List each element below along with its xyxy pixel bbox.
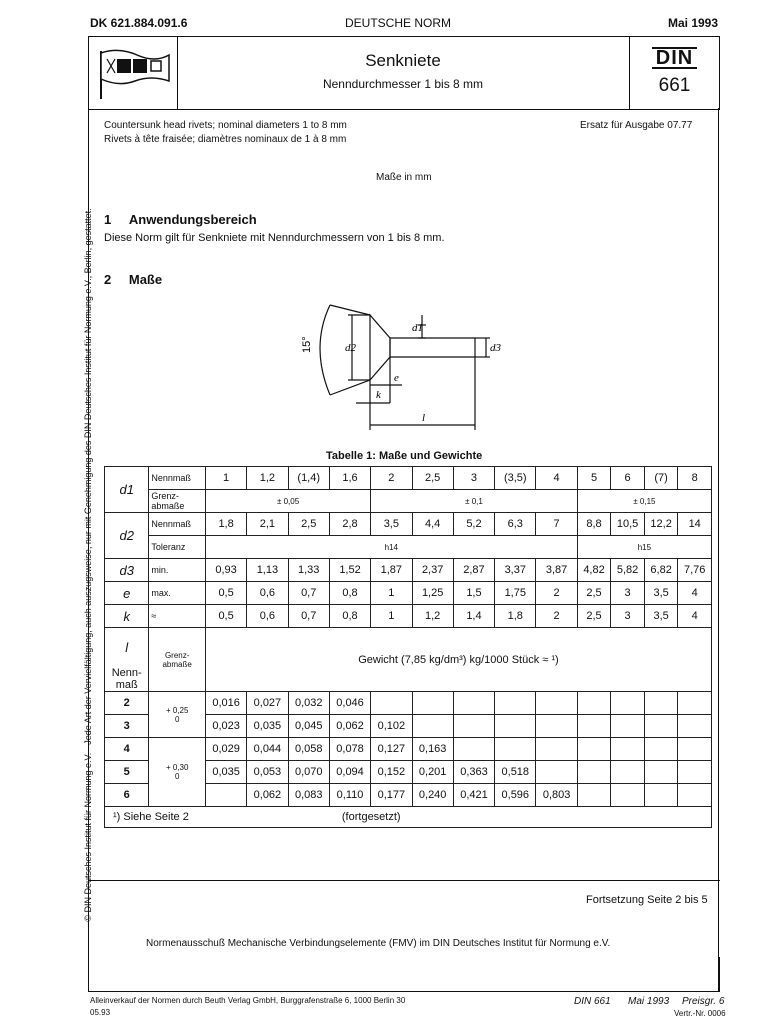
weight-cell: 0,016 [205, 692, 246, 715]
weight-cell [495, 692, 536, 715]
footer-publisher: Alleinverkauf der Normen durch Beuth Verlag GmbH, Burggrafenstraße 6, 1000 Berlin 30 [90, 996, 406, 1005]
issue-date: Mai 1993 [668, 16, 719, 30]
dimensions-table [104, 466, 712, 828]
weight-cell: 0,127 [371, 738, 412, 761]
din-logo [89, 37, 178, 109]
e-cell: 0,8 [329, 582, 370, 605]
weight-cell: 0,163 [412, 738, 453, 761]
weight-cell: 0,062 [329, 715, 370, 738]
footer-price: Preisgr. 6 [682, 996, 725, 1007]
weight-cell [678, 761, 712, 784]
weight-header: Gewicht (7,85 kg/dm³) kg/1000 Stück ≈ ¹) [205, 628, 711, 692]
weight-l-cell: 6 [105, 784, 149, 807]
k-cell: 3,5 [644, 605, 678, 628]
weight-cell: 0,032 [288, 692, 329, 715]
weight-cell [678, 692, 712, 715]
weight-cell [678, 784, 712, 807]
weight-cell [453, 692, 494, 715]
rivet-drawing [290, 285, 520, 440]
title-cell [177, 37, 630, 109]
k-cell: 0,5 [205, 605, 246, 628]
d1-label: d1 [412, 322, 423, 334]
standard-type: DEUTSCHE NORM [345, 16, 452, 30]
weight-cell [205, 784, 246, 807]
weight-cell [412, 715, 453, 738]
e-cell: 3,5 [644, 582, 678, 605]
d1-cell: 2 [371, 467, 412, 490]
weight-cell [371, 692, 412, 715]
d1-tol-cell: ± 0,1 [371, 490, 578, 513]
angle-label: 15° [301, 336, 313, 353]
d3-cell: 1,13 [247, 559, 288, 582]
d3-cell: 6,82 [644, 559, 678, 582]
section2-number: 2 [104, 272, 112, 287]
weight-cell [536, 692, 577, 715]
d2-tol-cell: h14 [205, 536, 577, 559]
e-cell: 1,5 [453, 582, 494, 605]
weight-cell: 0,058 [288, 738, 329, 761]
d2-tol-cell: h15 [577, 536, 711, 559]
footer-date: Mai 1993 [628, 996, 670, 1007]
e-label: e [394, 372, 399, 384]
e-cell: 1,75 [495, 582, 536, 605]
k-symbol: k [105, 605, 149, 628]
k-cell: 1,8 [495, 605, 536, 628]
weight-cell: 0,083 [288, 784, 329, 807]
weight-cell [412, 692, 453, 715]
footer-vertr: Vertr.-Nr. 0006 [674, 1009, 726, 1018]
d1-cell: 4 [536, 467, 577, 490]
d3-cell: 0,93 [205, 559, 246, 582]
weight-cell [577, 715, 611, 738]
d3-cell: 3,87 [536, 559, 577, 582]
weight-cell: 0,046 [329, 692, 370, 715]
d2-cell: 2,1 [247, 513, 288, 536]
weight-cell [611, 692, 645, 715]
weight-cell [644, 738, 678, 761]
k-cell: 2,5 [577, 605, 611, 628]
d3-cell: 1,52 [329, 559, 370, 582]
d3-cell: 1,33 [288, 559, 329, 582]
d2-label: d2 [345, 342, 356, 354]
e-cell: 2,5 [577, 582, 611, 605]
d2-cell: 6,3 [495, 513, 536, 536]
d3-min-label: min. [149, 559, 206, 582]
d2-cell: 2,8 [329, 513, 370, 536]
dk-code: DK 621.884.091.6 [90, 16, 188, 30]
weight-cell: 0,177 [371, 784, 412, 807]
k-cell: 1,2 [412, 605, 453, 628]
k-approx-label: ≈ [149, 605, 206, 628]
weight-cell: 0,029 [205, 738, 246, 761]
weight-cell [577, 784, 611, 807]
weight-cell [577, 761, 611, 784]
weight-cell: 0,363 [453, 761, 494, 784]
l-col-symbol: l [125, 640, 129, 655]
d1-cell: (7) [644, 467, 678, 490]
e-cell: 2 [536, 582, 577, 605]
weight-cell: 0,102 [371, 715, 412, 738]
weight-cell [678, 738, 712, 761]
din-number: 661 [658, 75, 691, 96]
section2-title: Maße [128, 272, 163, 287]
d2-cell: 10,5 [611, 513, 645, 536]
k-cell: 1,4 [453, 605, 494, 628]
weight-cell: 0,070 [288, 761, 329, 784]
weight-l-cell: 2 [105, 692, 149, 715]
weight-cell [678, 715, 712, 738]
d2-cell: 4,4 [412, 513, 453, 536]
weight-cell [611, 761, 645, 784]
e-cell: 3 [611, 582, 645, 605]
doc-subtitle: Nenndurchmesser 1 bis 8 mm [322, 77, 484, 91]
d2-cell: 14 [678, 513, 712, 536]
e-cell: 0,5 [205, 582, 246, 605]
e-cell: 0,6 [247, 582, 288, 605]
d1-grenz-label: Grenz- abmaße [149, 490, 206, 513]
copyright-text: © DIN Deutsches Institut für Normung e.V. · Jede Art der Vervielfältigung, auch auszugsweise, nur mit Genehmigung des DIN Deutsches Institut für Normung e.V., Berlin, gestattet. [83, 208, 93, 922]
weight-cell [536, 738, 577, 761]
d2-nennmass-label: Nennmaß [149, 513, 206, 536]
k-cell: 4 [678, 605, 712, 628]
d1-tol-cell: ± 0,05 [205, 490, 370, 513]
din-label: DIN [652, 47, 697, 69]
english-title: Countersunk head rivets; nominal diameters 1 to 8 mm [104, 120, 347, 131]
k-cell: 1 [371, 605, 412, 628]
d1-cell: 8 [678, 467, 712, 490]
weight-cell: 0,152 [371, 761, 412, 784]
k-cell: 3 [611, 605, 645, 628]
e-cell: 1 [371, 582, 412, 605]
weight-cell: 0,035 [205, 761, 246, 784]
d1-cell: 6 [611, 467, 645, 490]
d2-cell: 12,2 [644, 513, 678, 536]
e-symbol: e [105, 582, 149, 605]
weight-tol-cell: + 0,25 0 [149, 692, 206, 738]
section1-title: Anwendungsbereich [128, 212, 257, 227]
d1-cell: 5 [577, 467, 611, 490]
weight-cell: 0,110 [329, 784, 370, 807]
continuation-note: Fortsetzung Seite 2 bis 5 [586, 894, 708, 906]
d1-tol-cell: ± 0,15 [577, 490, 711, 513]
weight-cell: 0,518 [495, 761, 536, 784]
d3-label: d3 [490, 342, 501, 354]
weight-cell: 0,027 [247, 692, 288, 715]
french-title: Rivets à tête fraisée; diamètres nominaux de 1 à 8 mm [104, 134, 347, 145]
d1-cell: 1,2 [247, 467, 288, 490]
frame-bottom [88, 957, 720, 992]
d3-cell: 2,87 [453, 559, 494, 582]
e-max-label: max. [149, 582, 206, 605]
weight-cell: 0,240 [412, 784, 453, 807]
d1-cell: (3,5) [495, 467, 536, 490]
weight-tol-cell: + 0,30 0 [149, 738, 206, 807]
weight-cell: 0,053 [247, 761, 288, 784]
d3-cell: 3,37 [495, 559, 536, 582]
weight-cell [644, 761, 678, 784]
d1-cell: 1,6 [329, 467, 370, 490]
flag-logo-icon [89, 37, 177, 109]
weight-cell [644, 784, 678, 807]
k-cell: 0,7 [288, 605, 329, 628]
section1-number: 1 [104, 212, 112, 227]
weight-l-cell: 4 [105, 738, 149, 761]
d3-cell: 1,87 [371, 559, 412, 582]
header-box [88, 36, 720, 110]
k-cell: 2 [536, 605, 577, 628]
nenn-mass-label: Nenn- maß [111, 667, 142, 691]
weight-cell [611, 715, 645, 738]
d3-cell: 7,76 [678, 559, 712, 582]
weight-cell: 0,803 [536, 784, 577, 807]
d2-cell: 8,8 [577, 513, 611, 536]
frame-left [88, 108, 89, 991]
replaces-note: Ersatz für Ausgabe 07.77 [580, 120, 693, 131]
d2-toleranz-label: Toleranz [149, 536, 206, 559]
d2-cell: 1,8 [205, 513, 246, 536]
weight-l-cell: 3 [105, 715, 149, 738]
doc-title: Senkniete [365, 51, 441, 70]
weight-cell [611, 738, 645, 761]
weight-cell [536, 761, 577, 784]
weight-cell: 0,044 [247, 738, 288, 761]
weight-cell [611, 784, 645, 807]
section2-heading [104, 272, 162, 287]
footer-din: DIN 661 [574, 996, 611, 1007]
weight-cell: 0,094 [329, 761, 370, 784]
frame-divider [88, 880, 720, 881]
weight-l-cell: 5 [105, 761, 149, 784]
weight-cell [453, 715, 494, 738]
e-cell: 4 [678, 582, 712, 605]
d1-nennmass-label: Nennmaß [149, 467, 206, 490]
weight-cell: 0,421 [453, 784, 494, 807]
footer-date-code: 05.93 [90, 1008, 111, 1017]
d1-cell: 2,5 [412, 467, 453, 490]
weight-cell [577, 738, 611, 761]
e-cell: 0,7 [288, 582, 329, 605]
d1-cell: (1,4) [288, 467, 329, 490]
k-cell: 0,8 [329, 605, 370, 628]
weight-cell: 0,023 [205, 715, 246, 738]
weight-cell: 0,035 [247, 715, 288, 738]
d2-cell: 7 [536, 513, 577, 536]
weight-cell: 0,078 [329, 738, 370, 761]
d2-symbol: d2 [105, 513, 149, 559]
table-caption: Tabelle 1: Maße und Gewichte [326, 450, 483, 462]
nenn-mass-header [105, 628, 149, 692]
din-cell [630, 37, 719, 109]
l-label: l [422, 412, 426, 424]
d2-cell: 3,5 [371, 513, 412, 536]
weight-cell [644, 692, 678, 715]
d2-cell: 5,2 [453, 513, 494, 536]
units-note: Maße in mm [376, 172, 432, 183]
committee-note: Normenausschuß Mechanische Verbindungselemente (FMV) im DIN Deutsches Institut für Normung e.V. [146, 938, 611, 949]
weight-cell [536, 715, 577, 738]
d2-cell: 2,5 [288, 513, 329, 536]
d3-cell: 4,82 [577, 559, 611, 582]
weight-cell [577, 692, 611, 715]
section1-text: Diese Norm gilt für Senkniete mit Nenndurchmessern von 1 bis 8 mm. [104, 232, 445, 244]
weight-cell [644, 715, 678, 738]
k-label: k [376, 389, 381, 401]
d3-cell: 2,37 [412, 559, 453, 582]
d1-cell: 1 [205, 467, 246, 490]
footnote-text: ¹) Siehe Seite 2 [113, 811, 189, 823]
frame-right [718, 108, 719, 991]
weight-cell: 0,062 [247, 784, 288, 807]
e-cell: 1,25 [412, 582, 453, 605]
d3-cell: 5,82 [611, 559, 645, 582]
weight-cell [495, 738, 536, 761]
weight-cell [495, 715, 536, 738]
weight-cell: 0,045 [288, 715, 329, 738]
d3-symbol: d3 [105, 559, 149, 582]
continued-text: (fortgesetzt) [341, 811, 401, 823]
table-footnote-row [105, 807, 712, 828]
d1-symbol: d1 [105, 467, 149, 513]
weight-cell: 0,596 [495, 784, 536, 807]
grenz-header: Grenz- abmaße [149, 628, 206, 692]
k-cell: 0,6 [247, 605, 288, 628]
d1-cell: 3 [453, 467, 494, 490]
section1-heading [104, 212, 257, 227]
weight-cell: 0,201 [412, 761, 453, 784]
weight-cell [453, 738, 494, 761]
